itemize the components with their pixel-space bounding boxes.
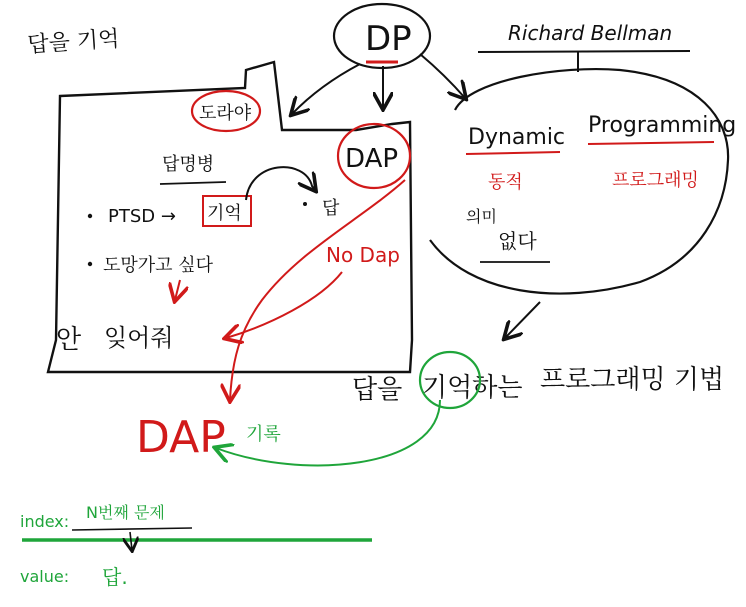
answer-label: 답: [322, 198, 340, 219]
programming-underline: [588, 142, 714, 144]
value-value: 답.: [102, 565, 128, 589]
bullet-dot: [88, 214, 92, 218]
run-away-label: 도망가고 싶다: [103, 255, 214, 276]
arrow-dp-to-bellman: [420, 54, 465, 98]
memory-loop-arc: [246, 167, 315, 200]
dynamic-kr: 동적: [488, 172, 523, 193]
arrow-run-to-forget: [175, 280, 180, 300]
arrow-dap-to-big-dap: [230, 180, 405, 400]
value-label: value:: [20, 567, 70, 586]
dynamic-underline: [466, 152, 560, 154]
none-label: 없다: [498, 229, 537, 253]
index-underline: [72, 528, 192, 530]
summary-rest: 프로그래밍 기법: [540, 365, 725, 395]
ptsd-label: PTSD →: [108, 206, 176, 227]
arrow-no-dap-to-forget: [226, 272, 342, 338]
index-label: index:: [20, 512, 70, 531]
programming-label: Programming: [588, 113, 737, 138]
illness-underline: [160, 182, 226, 184]
summary-memory: 기억하는: [422, 373, 523, 403]
arrow-index-to-value: [130, 532, 132, 550]
top-left-title: 답을 기억: [26, 26, 121, 58]
dynamic-label: Dynamic: [468, 125, 566, 150]
summary-part1: 답을: [352, 375, 403, 405]
dp-label: DP: [365, 19, 412, 59]
forget-label: 잊어줘: [104, 324, 174, 352]
record-label: 기록: [246, 424, 281, 445]
meaning-label: 의미: [466, 207, 497, 226]
illness-label: 답명병: [162, 154, 215, 175]
index-value: N번째 문제: [86, 503, 165, 522]
no-dap-label: No Dap: [326, 243, 400, 267]
arrow-bellman-to-summary: [505, 302, 540, 338]
door-label: 도라야: [199, 103, 252, 124]
richard-bellman: Richard Bellman: [508, 21, 673, 45]
programming-kr: 프로그래밍: [612, 170, 699, 191]
dap-label: DAP: [345, 144, 399, 174]
big-dap: DAP: [136, 412, 226, 463]
bellman-underline: [478, 51, 690, 52]
memory-label: 기억: [207, 203, 242, 224]
not-label: 안: [56, 325, 82, 355]
answer-dot: [303, 202, 307, 206]
arrow-dp-to-door: [292, 64, 360, 114]
bullet-dot-2: [88, 262, 92, 266]
